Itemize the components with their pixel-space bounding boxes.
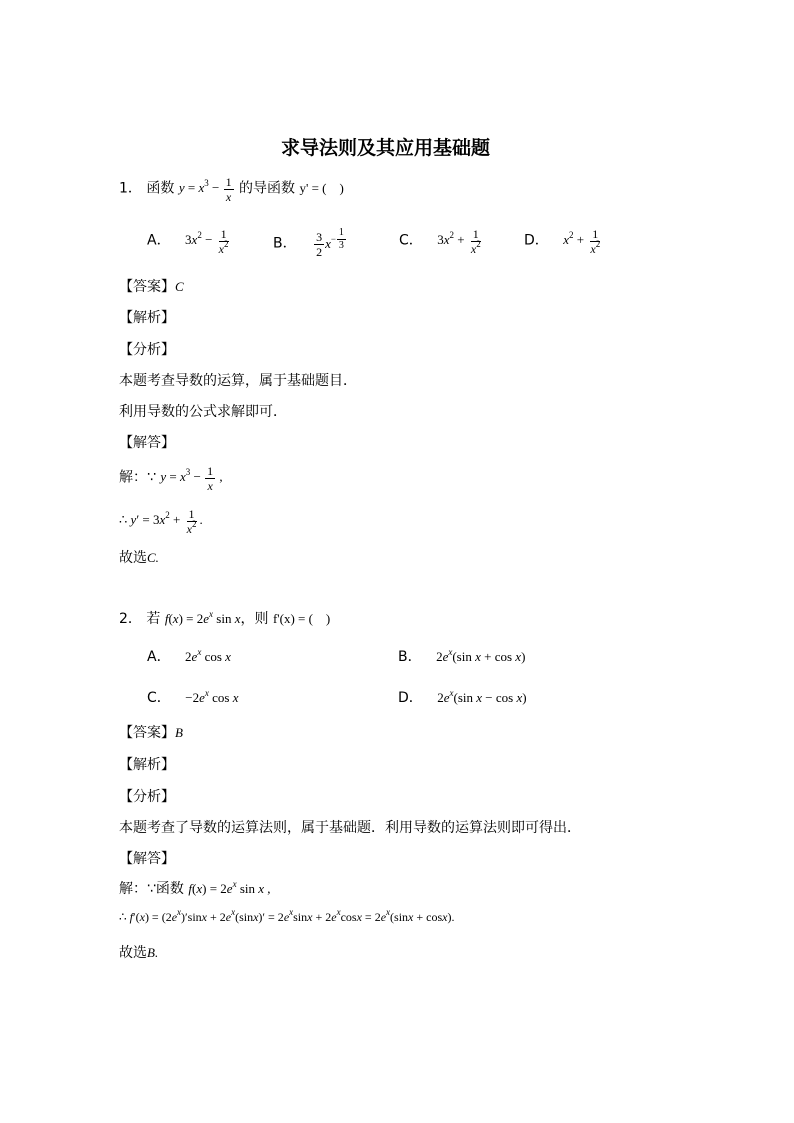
q2-option-d-render: $2e^x(\sin$ x − cos x): [437, 688, 527, 705]
q1-fenxi-line1: 本题考查导数的运算，属于基础题目．: [119, 373, 357, 389]
question-1-middle: 的导函数: [239, 180, 296, 197]
q2-solution-line2: [119, 909, 454, 925]
q1-option-d-render: $x^2$ + $\frac{1}{x^2}$: [563, 227, 601, 256]
question-2-stem: [119, 608, 330, 628]
q1-option-a: [147, 228, 231, 255]
q2-sol-prefix: 解：∵函数: [119, 881, 184, 897]
q1-sol-line1-render: $y = x^3$ − $\frac{1}{x}$ ,: [160, 464, 223, 493]
question-2-number: 2．: [119, 611, 142, 627]
q2-answer-line: [119, 722, 183, 742]
q1-option-c-render: $3x^2$ + $\frac{1}{x^2}$: [437, 227, 481, 256]
q2-option-a-render: $2e^x$ cos x: [185, 647, 231, 664]
q1-conclusion: [119, 547, 159, 567]
question-2-target: f'(x) = ( ): [272, 611, 331, 626]
q2-conclusion: [119, 942, 158, 962]
page-title: 求导法则及其应用基础题: [281, 137, 491, 159]
q2-conclusion-answer: B.: [147, 945, 159, 960]
q2-fenxi-line1: 本题考查了导数的运算法则，属于基础题．利用导数的运算法则即可得出．: [119, 820, 581, 836]
q2-option-d-label: D．: [398, 690, 423, 706]
q1-option-c: [399, 228, 484, 255]
q1-sol-prefix: 解：∵: [119, 469, 156, 486]
q1-conclusion-answer: C.: [147, 550, 159, 565]
q1-solution-line1: [119, 465, 223, 492]
q2-option-b-render: $2e^x(\sin$ x + cos x): [436, 647, 526, 664]
q2-option-c-label: C．: [147, 690, 171, 706]
q1-fenxi-tag: 【分析】: [119, 342, 175, 358]
q1-fenxi-line2: 利用导数的公式求解即可．: [119, 404, 287, 420]
q1-option-b-render: $\frac{3}{2}$ $x^{- \frac{1}{3}}$: [316, 227, 344, 260]
question-1-prefix: 函数: [146, 180, 175, 197]
q1-conclusion-prefix: 故选: [119, 550, 147, 566]
q1-option-a-render: $3x^2$ − $\frac{1}{x^2}$: [185, 227, 229, 256]
q1-option-b: [273, 228, 347, 258]
q2-option-b: [398, 646, 525, 666]
q1-analysis-tag: 【解析】: [119, 310, 175, 326]
question-1-function-render: $y = x^3$ − $\frac{1}{x}$: [178, 175, 232, 204]
q2-conclusion-prefix: 故选: [119, 945, 147, 961]
q1-option-b-label: B．: [273, 235, 297, 252]
q1-jieda-tag: 【解答】: [119, 435, 175, 451]
q1-sol-line2-render: ∴ $y' = 3x^2$ + $\frac{1}{x^2}$ .: [119, 507, 203, 536]
q1-option-a-label: A．: [147, 232, 171, 249]
q2-option-c: [147, 687, 238, 707]
q1-answer-value: C: [175, 279, 184, 294]
q1-answer-line: [119, 276, 184, 296]
q2-answer-value: B: [175, 725, 183, 740]
q2-option-a: [147, 646, 231, 666]
question-1-target: y' = ( ): [299, 180, 344, 196]
q2-answer-tag: 【答案】: [119, 725, 175, 741]
question-2-given-render: $f(x) = 2e^x$ sin x: [164, 609, 241, 626]
q2-jieda-tag: 【解答】: [119, 851, 175, 867]
q2-option-c-render: $-2e^x$ cos x: [185, 688, 239, 705]
question-2-prefix: 若: [146, 611, 161, 627]
q1-solution-line2: [119, 508, 203, 535]
question-1-stem: [119, 176, 344, 203]
q1-option-c-label: C．: [399, 232, 423, 249]
q2-solution-line1: [119, 878, 271, 898]
q2-sol-line2-render: ∴ $f'(x) = (2e^x)'\sin x + 2e^x(\sin x)' = 2e^x\sin x + 2e^x\cos x = 2e^x(\sin x + \cos x)$.: [119, 907, 455, 924]
q1-answer-tag: 【答案】: [119, 279, 175, 295]
q1-option-d: [524, 228, 603, 255]
q2-fenxi-tag: 【分析】: [119, 789, 175, 805]
q1-option-d-label: D．: [524, 232, 549, 249]
question-2-middle: ，则: [240, 611, 269, 627]
question-1-number: 1．: [119, 180, 142, 197]
q2-option-d: [398, 687, 527, 707]
q2-option-a-label: A．: [147, 649, 171, 665]
q2-sol-line1-render: $f(x) = 2e^x$ sin x ,: [188, 879, 271, 896]
q2-option-b-label: B．: [398, 649, 422, 665]
q2-analysis-tag: 【解析】: [119, 757, 175, 773]
